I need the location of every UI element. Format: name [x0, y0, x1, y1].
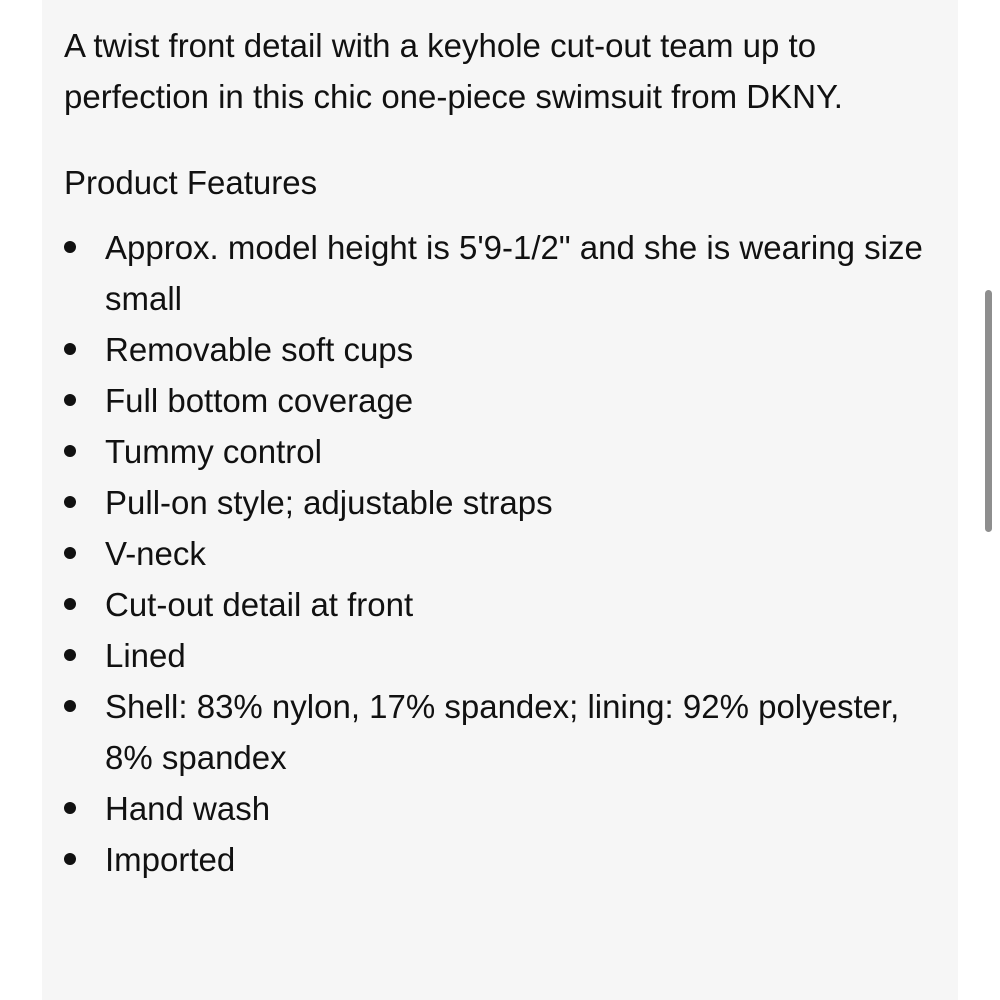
- feature-text: Shell: 83% nylon, 17% spandex; lining: 92% polyester, 8% spandex: [105, 688, 900, 776]
- feature-text: Full bottom coverage: [105, 382, 414, 419]
- bullet-icon: [64, 394, 76, 406]
- bullet-icon: [64, 598, 76, 610]
- feature-text: Tummy control: [105, 433, 322, 470]
- list-item: [64, 477, 934, 528]
- list-item: [64, 834, 934, 885]
- list-item: [64, 426, 934, 477]
- list-item: [64, 579, 934, 630]
- list-item: [64, 375, 934, 426]
- feature-text: Lined: [105, 637, 186, 674]
- bullet-icon: [64, 853, 76, 865]
- vertical-scrollbar[interactable]: [985, 290, 992, 532]
- features-heading: Product Features: [64, 164, 318, 201]
- bullet-icon: [64, 547, 76, 559]
- list-item: [64, 222, 934, 324]
- feature-text: Cut-out detail at front: [105, 586, 414, 623]
- bullet-icon: [64, 241, 76, 253]
- feature-text: V-neck: [105, 535, 206, 572]
- list-item: [64, 528, 934, 579]
- bullet-icon: [64, 496, 76, 508]
- bullet-icon: [64, 802, 76, 814]
- list-item: [64, 783, 934, 834]
- bullet-icon: [64, 700, 76, 712]
- feature-text: Imported: [105, 841, 236, 878]
- feature-text: Pull-on style; adjustable straps: [105, 484, 553, 521]
- bullet-icon: [64, 649, 76, 661]
- product-details-content: [64, 20, 934, 885]
- product-description: A twist front detail with a keyhole cut-out team up to perfection in this chic one-piece swimsuit from DKNY.: [64, 27, 843, 115]
- feature-text: Approx. model height is 5'9-1/2" and she is wearing size small: [105, 229, 923, 317]
- list-item: [64, 681, 934, 783]
- bullet-icon: [64, 445, 76, 457]
- features-list: [64, 222, 934, 885]
- list-item: [64, 324, 934, 375]
- feature-text: Hand wash: [105, 790, 271, 827]
- bullet-icon: [64, 343, 76, 355]
- feature-text: Removable soft cups: [105, 331, 414, 368]
- list-item: [64, 630, 934, 681]
- product-details-panel: [42, 0, 958, 1000]
